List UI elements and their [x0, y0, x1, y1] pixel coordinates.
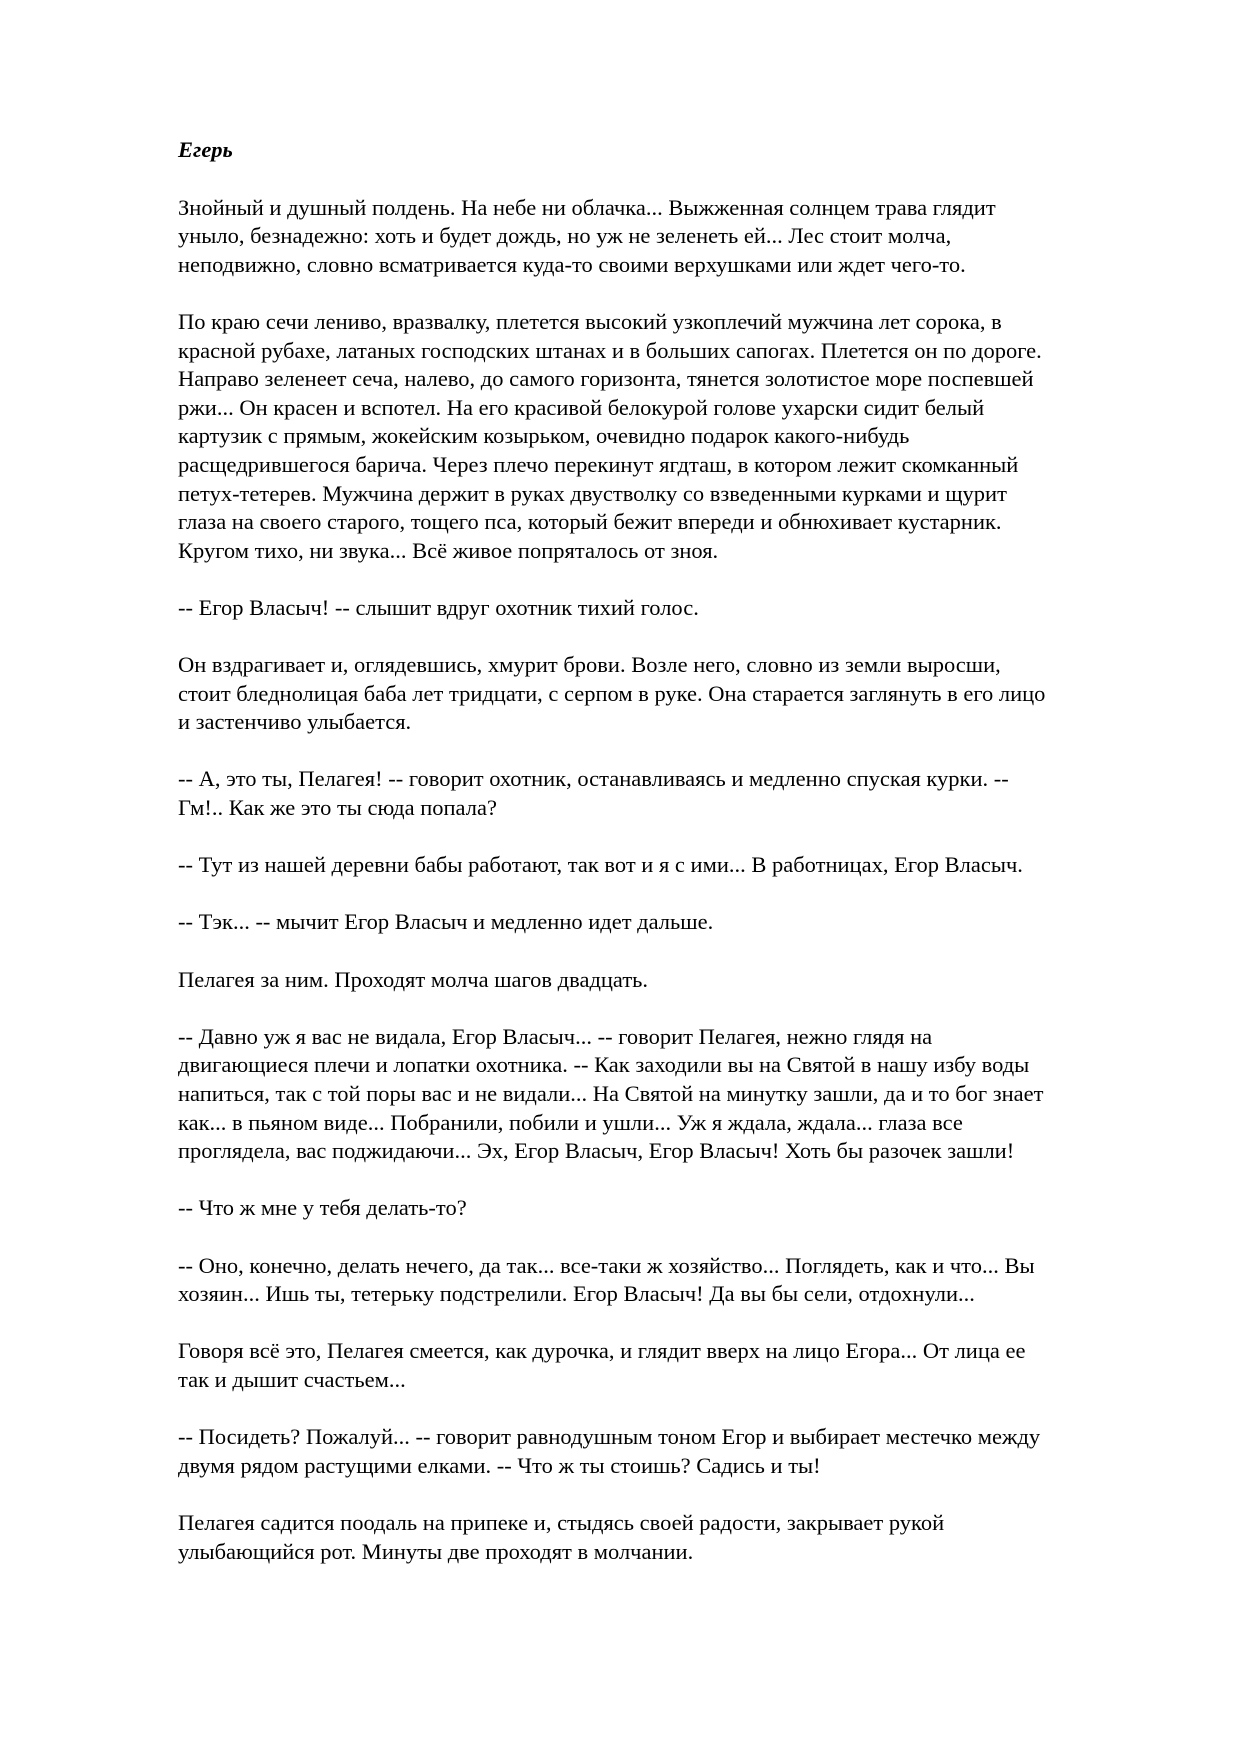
- paragraph-line: двигающиеся плечи и лопатки охотника. -- Как заходили вы на Святой в нашу избу воды: [178, 1052, 1030, 1078]
- paragraph-line: -- Тэк... -- мычит Егор Власыч и медленно идет дальше.: [178, 909, 714, 935]
- paragraph-line: напиться, так с той поры вас и не видали... На Святой на минутку зашли, да и то бог знает: [178, 1081, 1044, 1106]
- paragraph-line: Он вздрагивает и, оглядевшись, хмурит брови. Возле него, словно из земли выросши,: [178, 652, 1001, 678]
- paragraph-line: Знойный и душный полдень. На небе ни облачка... Выжженная солнцем трава глядит: [178, 194, 996, 220]
- document-title: Егерь: [178, 137, 233, 162]
- paragraph: [178, 194, 1158, 280]
- paragraph-line: Гм!.. Как же это ты сюда попала?: [178, 795, 497, 821]
- paragraph: [178, 1337, 1158, 1394]
- paragraph: [178, 1023, 1158, 1166]
- paragraph: [178, 1509, 1158, 1566]
- paragraph-line: -- Егор Власыч! -- слышит вдруг охотник тихий голос.: [178, 594, 699, 620]
- paragraph: [178, 908, 1158, 937]
- paragraph-line: и застенчиво улыбается.: [178, 709, 412, 735]
- paragraph-line: глаза на своего старого, тощего пса, который бежит впереди и обнюхивает кустарник.: [178, 509, 1002, 535]
- paragraph-line: -- Тут из нашей деревни бабы работают, так вот и я с ими... В работницах, Егор Власыч.: [178, 852, 1023, 878]
- paragraph: [178, 765, 1158, 822]
- paragraph-line: -- Давно уж я вас не видала, Егор Власыч... -- говорит Пелагея, нежно глядя на: [178, 1023, 933, 1049]
- document-body: [178, 136, 1158, 1595]
- paragraph-line: Направо зеленеет сеча, налево, до самого горизонта, тянется золотистое море поспевшей: [178, 366, 1034, 392]
- paragraph-line: неподвижно, словно всматривается куда-то своими верхушками или ждет чего-то.: [178, 251, 966, 277]
- paragraph: [178, 651, 1158, 737]
- paragraph-line: Пелагея за ним. Проходят молча шагов двадцать.: [178, 966, 649, 992]
- paragraph-list: [178, 194, 1158, 1567]
- paragraph-line: улыбающийся рот. Минуты две проходят в молчании.: [178, 1538, 694, 1564]
- paragraph-line: Говоря всё это, Пелагея смеется, как дурочка, и глядит вверх на лицо Егора... От лица ее: [178, 1338, 1026, 1364]
- paragraph: [178, 594, 1158, 623]
- paragraph-line: По краю сечи лениво, вразвалку, плетется высокий узкоплечий мужчина лет сорока, в: [178, 308, 1002, 334]
- paragraph-line: проглядела, вас поджидаючи... Эх, Егор Власыч, Егор Власыч! Хоть бы разочек зашли!: [178, 1138, 1015, 1164]
- paragraph-line: уныло, безнадежно: хоть и будет дождь, но уж не зеленеть ей... Лес стоит молча,: [178, 223, 952, 249]
- paragraph-line: так и дышит счастьем...: [178, 1366, 406, 1392]
- paragraph-line: -- Посидеть? Пожалуй... -- говорит равнодушным тоном Егор и выбирает местечко между: [178, 1424, 1041, 1450]
- paragraph-line: как... в пьяном виде... Побранили, побили и ушли... Уж я ждала, ждала... глаза все: [178, 1109, 963, 1135]
- paragraph: [178, 1194, 1158, 1223]
- paragraph-line: расщедрившегося барича. Через плечо перекинут ягдташ, в котором лежит скомканный: [178, 451, 1019, 477]
- paragraph: [178, 1423, 1158, 1480]
- paragraph-line: петух-тетерев. Мужчина держит в руках двустволку со взведенными курками и щурит: [178, 480, 1007, 506]
- paragraph-line: Пелагея садится поодаль на припеке и, стыдясь своей радости, закрывает рукой: [178, 1509, 945, 1535]
- paragraph: [178, 851, 1158, 880]
- paragraph-line: стоит бледнолицая баба лет тридцати, с серпом в руке. Она старается заглянуть в его лицо: [178, 680, 1046, 706]
- paragraph-line: красной рубахе, латаных господских штанах и в больших сапогах. Плетется он по дороге.: [178, 337, 1042, 363]
- paragraph-line: -- Оно, конечно, делать нечего, да так... все-таки ж хозяйство... Поглядеть, как и что... Вы: [178, 1252, 1035, 1278]
- paragraph-line: картузик с прямым, жокейским козырьком, очевидно подарок какого-нибудь: [178, 423, 910, 449]
- paragraph-line: Кругом тихо, ни звука... Всё живое попряталось от зноя.: [178, 537, 719, 563]
- paragraph-line: хозяин... Ишь ты, тетерьку подстрелили. Егор Власыч! Да вы бы сели, отдохнули...: [178, 1281, 975, 1307]
- paragraph: [178, 966, 1158, 995]
- paragraph-line: двумя рядом растущими елками. -- Что ж ты стоишь? Садись и ты!: [178, 1452, 821, 1478]
- paragraph: [178, 308, 1158, 565]
- paragraph-line: -- А, это ты, Пелагея! -- говорит охотник, останавливаясь и медленно спуская курки. --: [178, 766, 1009, 792]
- paragraph: [178, 1252, 1158, 1309]
- paragraph-line: ржи... Он красен и вспотел. На его красивой белокурой голове ухарски сидит белый: [178, 394, 985, 420]
- paragraph-line: -- Что ж мне у тебя делать-то?: [178, 1195, 467, 1221]
